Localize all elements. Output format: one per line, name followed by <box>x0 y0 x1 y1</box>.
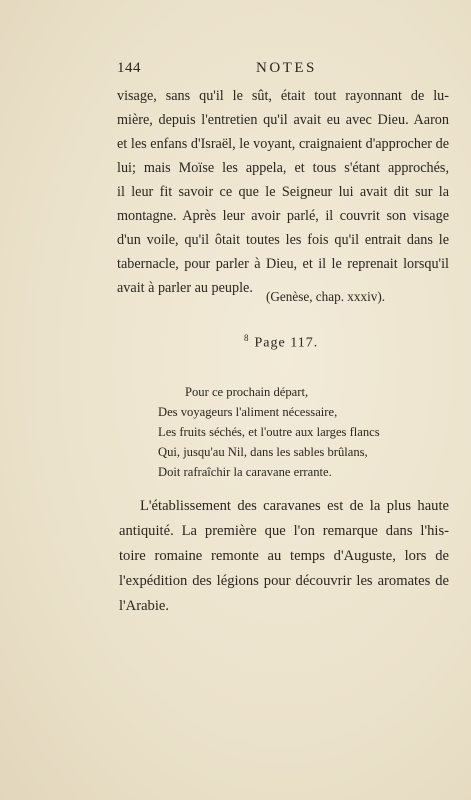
verse-line: Doit rafraîchir la caravane errante. <box>158 465 332 479</box>
verse-line: Des voyageurs l'aliment nécessaire, <box>158 405 338 419</box>
paragraph-line: avait à parler au peuple. <box>117 280 253 296</box>
verse-line: Qui, jusqu'au Nil, dans les sables brûlans, <box>158 445 368 459</box>
paragraph-line: montagne. Après leur avoir parlé, il couvrit son visage <box>117 208 449 224</box>
verse-line: Les fruits séchés, et l'outre aux larges flancs <box>158 425 380 439</box>
note-heading <box>244 333 318 352</box>
citation: (Genèse, chap. xxxiv). <box>266 289 386 304</box>
paragraph-line: l'expédition des légions pour découvrir les aromates de <box>119 573 449 589</box>
running-head: NOTES <box>256 60 317 76</box>
paragraph-line: l'Arabie. <box>119 598 170 614</box>
paragraph-line: lui; mais Moïse les appela, et tous s'étant approchés, <box>117 160 449 176</box>
note-number: 8 <box>244 333 250 343</box>
paragraph-line: mière, depuis l'entretien qu'il avait eu avec Dieu. Aaron <box>117 112 449 128</box>
page-number: 144 <box>117 60 141 76</box>
paragraph-line: antiquité. La première que l'on remarque dans l'his- <box>119 523 449 539</box>
verse-line: Pour ce prochain départ, <box>185 385 309 399</box>
paragraph-line: et les enfans d'Israël, le voyant, craignaient d'approcher de <box>117 136 449 152</box>
note-heading-text: Page 117. <box>254 335 319 351</box>
paragraph-line: il leur fit savoir ce que le Seigneur lui avait dit sur la <box>117 184 449 200</box>
paragraph-line: d'un voile, qu'il ôtait toutes les fois qu'il entrait dans le <box>117 232 449 248</box>
paragraph-line: toire romaine remonte au temps d'Auguste, lors de <box>119 548 449 564</box>
paragraph-line: L'établissement des caravanes est de la plus haute <box>140 498 449 514</box>
paragraph-line: visage, sans qu'il le sût, était tout rayonnant de lu- <box>117 88 449 104</box>
paragraph-line: tabernacle, pour parler à Dieu, et il le reprenait lorsqu'il <box>117 256 449 272</box>
